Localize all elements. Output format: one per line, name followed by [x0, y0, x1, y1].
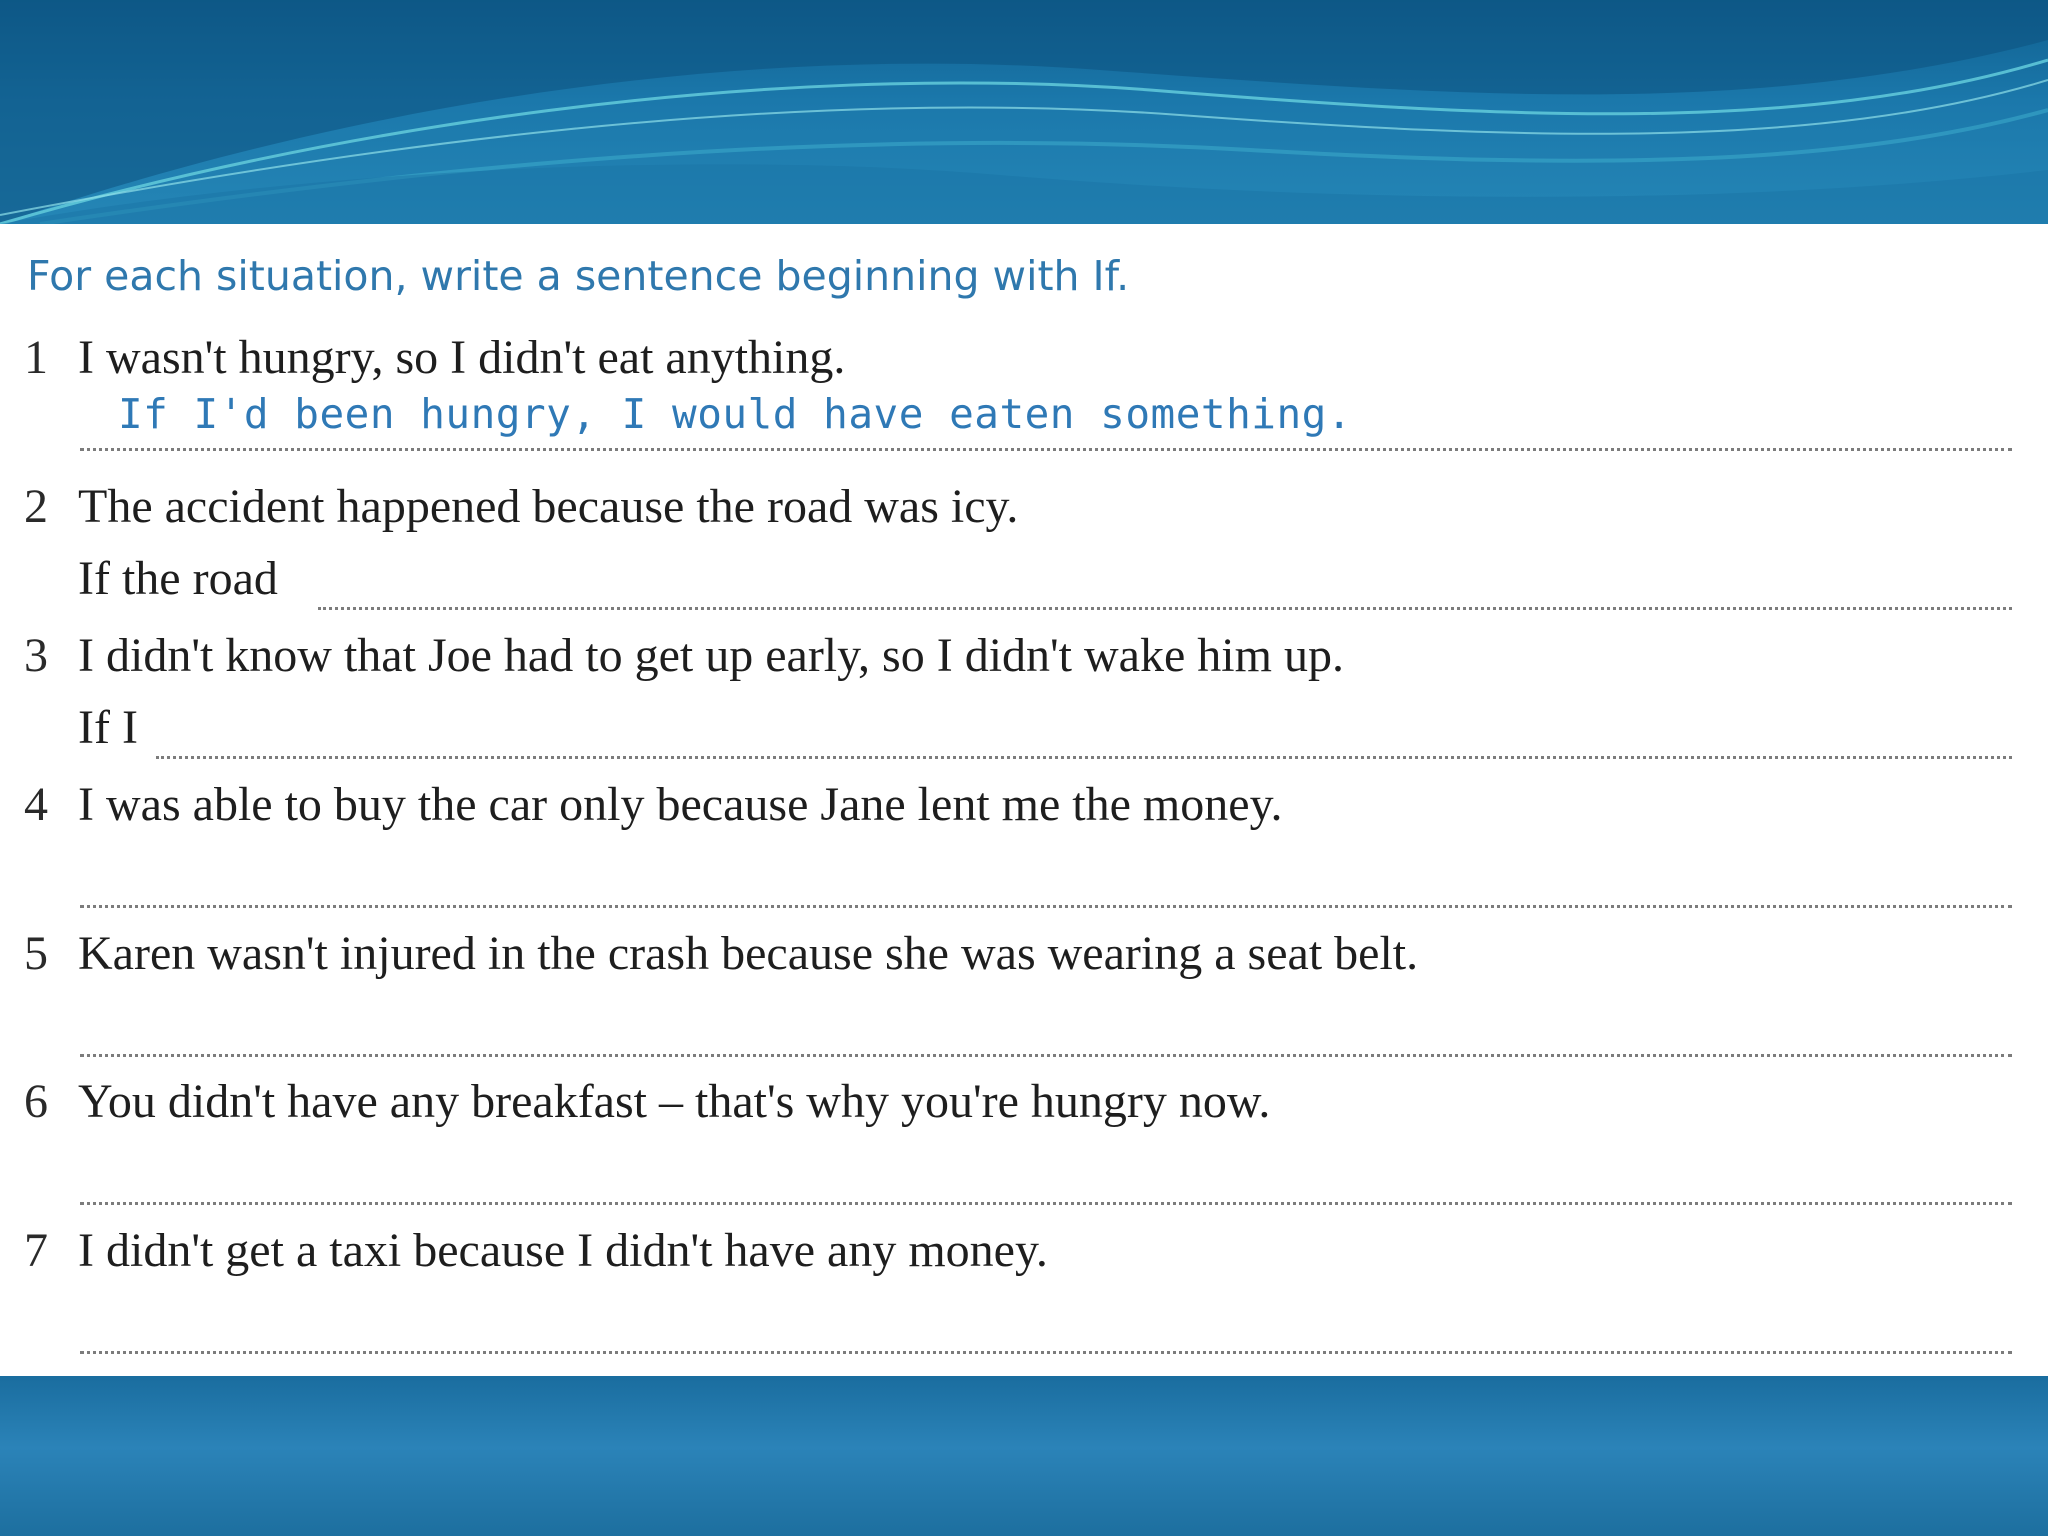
- answer-row: [78, 700, 2012, 764]
- item-number: 2: [24, 480, 48, 533]
- item-number: 6: [24, 1075, 48, 1128]
- top-decorative-band: [0, 0, 2048, 224]
- answer-line[interactable]: [80, 1054, 2012, 1057]
- answer-line[interactable]: [80, 448, 2012, 451]
- item-sentence: Karen wasn't injured in the crash because she was wearing a seat belt.: [78, 927, 1419, 980]
- item-number: 3: [24, 629, 48, 682]
- answer-prompt: If the road: [78, 552, 278, 605]
- exercise-item-6: [0, 1074, 2048, 1214]
- answer-line[interactable]: [80, 905, 2012, 908]
- item-sentence: The accident happened because the road was icy.: [78, 480, 1019, 533]
- item-number: 5: [24, 927, 48, 980]
- item-sentence: I wasn't hungry, so I didn't eat anything.: [78, 331, 846, 384]
- answer-row: [78, 998, 2012, 1062]
- exercise-item-5: [0, 926, 2048, 1066]
- item-number: 1: [24, 331, 48, 384]
- answer-line[interactable]: [318, 607, 2012, 610]
- item-sentence: You didn't have any breakfast – that's why you're hungry now.: [78, 1075, 1271, 1128]
- answer-row: [78, 551, 2012, 615]
- answer-line[interactable]: [156, 756, 2012, 759]
- answer-line[interactable]: [80, 1351, 2012, 1354]
- answer-row: [78, 849, 2012, 913]
- instruction-heading: For each situation, write a sentence beginning with If.: [27, 252, 1130, 300]
- bottom-decorative-band: [0, 1376, 2048, 1536]
- item-sentence: I didn't know that Joe had to get up early, so I didn't wake him up.: [78, 629, 1344, 682]
- exercise-item-7: [0, 1223, 2048, 1363]
- answer-row: [78, 1146, 2012, 1210]
- item-sentence: I was able to buy the car only because Jane lent me the money.: [78, 778, 1283, 831]
- answer-row: [78, 1295, 2012, 1359]
- answer-row: [78, 390, 2012, 460]
- answer-prompt: If I: [78, 701, 138, 754]
- exercise-item-2: [0, 479, 2048, 619]
- wave-decoration: [0, 0, 2048, 224]
- item-number: 4: [24, 778, 48, 831]
- answer-line[interactable]: [80, 1202, 2012, 1205]
- item-sentence: I didn't get a taxi because I didn't have any money.: [78, 1224, 1048, 1277]
- item-number: 7: [24, 1224, 48, 1277]
- handwritten-answer: If I'd been hungry, I would have eaten something.: [118, 390, 1353, 438]
- exercise-item-4: [0, 777, 2048, 917]
- exercise-item-3: [0, 628, 2048, 768]
- worksheet: [0, 224, 2048, 1376]
- exercise-item-1: [0, 330, 2048, 470]
